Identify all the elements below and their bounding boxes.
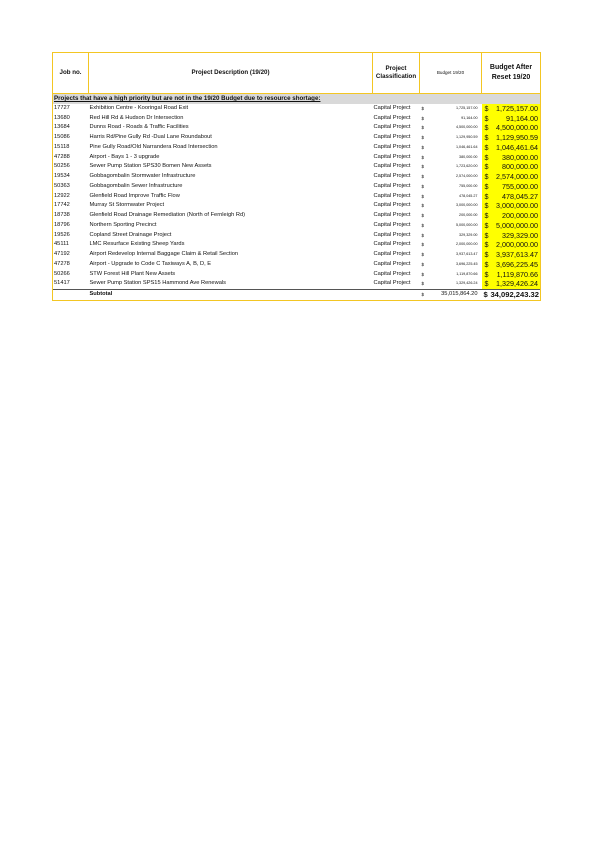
budget-table [52, 52, 541, 301]
job-number: 47278 [53, 260, 89, 270]
budget-after-value: 1,046,461.64 [496, 142, 538, 152]
budget-cell [420, 172, 482, 182]
currency-symbol: $ [421, 125, 425, 131]
project-description: Glenfield Road Drainage Remediation (North of Fernleigh Rd) [89, 212, 246, 218]
project-description: Murray St Stormwater Project [89, 202, 165, 209]
currency-symbol: $ [421, 242, 425, 248]
budget-after-cell [482, 221, 541, 231]
project-description: STW Forest Hill Plant New Assets [89, 270, 176, 277]
budget-after-value: 1,129,950.59 [496, 133, 538, 142]
job-number: 17727 [53, 104, 89, 114]
currency-symbol: $ [421, 144, 425, 150]
budget-cell [420, 104, 482, 114]
budget-cell [420, 114, 482, 124]
project-description: Northern Sporting Precinct [89, 221, 157, 228]
table-row [53, 143, 541, 153]
project-classification: Capital Project [373, 153, 411, 160]
budget-after-value: 2,574,000.00 [496, 172, 538, 181]
budget-cell [420, 240, 482, 250]
currency-symbol: $ [421, 115, 425, 121]
currency-symbol: $ [484, 240, 489, 250]
project-description: Red Hill Rd & Hudson Dr Intersection [89, 114, 184, 121]
project-classification: Capital Project [373, 163, 411, 170]
currency-symbol: $ [484, 250, 489, 259]
budget-after-value: 380,000.00 [502, 152, 538, 162]
project-description: Copland Street Drainage Project [89, 231, 172, 238]
budget-value: 1,329,426.24 [455, 281, 478, 286]
budget-after-value: 3,696,225.45 [496, 259, 538, 269]
table-row [53, 201, 541, 211]
budget-after-value: 800,000.00 [502, 162, 538, 172]
subtotal-spacer [53, 290, 89, 301]
header-classification: Project Classification [373, 53, 420, 94]
job-number: 19526 [53, 231, 89, 241]
header-row [53, 53, 541, 94]
table-row [53, 133, 541, 143]
budget-cell [420, 221, 482, 231]
budget-after-value: 478,045.27 [502, 191, 538, 201]
budget-after-cell [482, 250, 541, 260]
currency-symbol: $ [421, 213, 425, 218]
budget-after-value: 329,329.00 [502, 230, 538, 240]
table-row [53, 231, 541, 241]
project-description: Harris Rd/Pine Gully Rd -Dual Lane Roundabout [89, 134, 212, 140]
budget-value: 3,937,613.47 [455, 252, 478, 256]
budget-after-cell [482, 201, 541, 211]
budget-after-cell [482, 279, 541, 289]
budget-cell [420, 133, 482, 143]
project-classification: Capital Project [373, 202, 411, 209]
currency-symbol: $ [483, 290, 488, 299]
budget-value: 2,000,000.00 [455, 242, 478, 247]
job-number: 17742 [53, 201, 89, 211]
budget-after-value: 91,164.00 [506, 113, 538, 123]
currency-symbol: $ [421, 193, 425, 199]
job-number: 47288 [53, 153, 89, 163]
budget-after-cell [482, 123, 541, 133]
project-classification: Capital Project [373, 251, 411, 257]
job-number: 18738 [53, 211, 89, 221]
project-description: Airport Redevelop Internal Baggage Claim & Retail Section [89, 251, 239, 257]
job-number: 45111 [53, 240, 89, 250]
currency-symbol: $ [421, 252, 425, 257]
subtotal-label: Subtotal [89, 290, 373, 301]
table-row [53, 260, 541, 270]
subtotal-after-value: 34,092,243.32 [490, 290, 539, 299]
subtotal-budget-cell [420, 290, 482, 301]
budget-after-value: 4,500,000.00 [496, 123, 538, 133]
budget-sheet [52, 52, 540, 301]
budget-after-cell [482, 133, 541, 143]
table-row [53, 114, 541, 124]
project-classification: Capital Project [373, 270, 411, 277]
project-description: LMC Resurface Existing Sheep Yards [89, 241, 185, 248]
section-heading-row [53, 94, 541, 104]
budget-after-cell [482, 192, 541, 202]
table-row [53, 270, 541, 280]
budget-cell [420, 192, 482, 202]
job-number: 15118 [53, 143, 89, 153]
project-classification: Capital Project [373, 280, 411, 287]
currency-symbol: $ [421, 292, 425, 297]
budget-after-cell [482, 172, 541, 182]
currency-symbol: $ [484, 269, 489, 279]
project-classification: Capital Project [373, 182, 411, 189]
budget-after-cell [482, 153, 541, 163]
budget-after-cell [482, 182, 541, 192]
currency-symbol: $ [484, 201, 489, 211]
budget-cell [420, 279, 482, 289]
budget-cell [420, 231, 482, 241]
section-title: Projects that have a high priority but are not in the 19/20 Budget due to resource shortage: [53, 94, 541, 104]
subtotal-after-cell [482, 290, 541, 301]
currency-symbol: $ [421, 135, 425, 140]
job-number: 47192 [53, 250, 89, 260]
budget-value: 3,696,225.45 [455, 261, 478, 266]
budget-value: 2,574,000.00 [455, 174, 478, 178]
project-classification: Capital Project [373, 241, 411, 248]
budget-value: 755,000.00 [459, 183, 478, 188]
project-classification: Capital Project [373, 143, 411, 150]
header-description: Project Description (19/20) [89, 53, 373, 94]
budget-cell [420, 211, 482, 221]
currency-symbol: $ [421, 232, 425, 238]
table-row [53, 123, 541, 133]
budget-value: 1,119,870.66 [456, 271, 478, 276]
job-number: 50363 [53, 182, 89, 192]
budget-value: 380,000.00 [459, 154, 478, 159]
job-number: 15086 [53, 133, 89, 143]
currency-symbol: $ [421, 222, 425, 228]
table-row [53, 172, 541, 182]
project-description: Exhibition Centre - Kooringal Road Exit [89, 104, 189, 111]
subtotal-classification-spacer [373, 290, 420, 301]
subtotal-budget-value: 35,015,864.20 [441, 291, 478, 297]
project-classification: Capital Project [373, 231, 411, 238]
project-classification: Capital Project [373, 173, 411, 179]
budget-after-value: 755,000.00 [502, 181, 538, 191]
budget-after-value: 1,725,157.00 [496, 103, 538, 113]
subtotal-row [53, 290, 541, 301]
job-number: 19534 [53, 172, 89, 182]
currency-symbol: $ [421, 105, 425, 111]
budget-after-value: 3,000,000.00 [496, 201, 538, 211]
table-row [53, 250, 541, 260]
project-classification: Capital Project [373, 192, 411, 199]
budget-after-value: 1,329,426.24 [496, 279, 538, 289]
currency-symbol: $ [421, 164, 425, 170]
header-budget: Budget 19/20 [420, 53, 482, 94]
table-row [53, 182, 541, 192]
currency-symbol: $ [421, 183, 425, 189]
job-number: 18796 [53, 221, 89, 231]
currency-symbol: $ [484, 172, 489, 181]
budget-value: 1,129,950.59 [455, 135, 478, 139]
project-description: Glenfield Road Improve Traffic Flow [89, 192, 180, 199]
budget-after-cell [482, 270, 541, 280]
budget-after-cell [482, 104, 541, 114]
budget-value: 1,723,620.00 [455, 164, 478, 169]
project-classification: Capital Project [373, 260, 411, 267]
currency-symbol: $ [484, 230, 489, 240]
budget-cell [420, 250, 482, 260]
budget-cell [420, 201, 482, 211]
project-description: Gobbagombalin Sewer Infrastructure [89, 182, 183, 189]
project-classification: Capital Project [373, 212, 411, 218]
table-row [53, 192, 541, 202]
currency-symbol: $ [484, 191, 489, 201]
table-row [53, 162, 541, 172]
budget-after-cell [482, 240, 541, 250]
currency-symbol: $ [484, 181, 489, 191]
header-budget-after-reset: Budget After Reset 19/20 [482, 53, 541, 94]
budget-value: 478,045.27 [459, 193, 478, 198]
budget-after-cell [482, 260, 541, 270]
currency-symbol: $ [484, 211, 489, 220]
budget-value: 1,046,461.64 [455, 144, 478, 149]
currency-symbol: $ [484, 220, 489, 230]
currency-symbol: $ [421, 154, 425, 160]
currency-symbol: $ [484, 279, 489, 289]
header-job: Job no. [53, 53, 89, 94]
table-row [53, 211, 541, 221]
budget-after-cell [482, 143, 541, 153]
project-description: Airport - Upgrade to Code C Taxiways A, B, D, E [89, 260, 212, 267]
budget-cell [420, 143, 482, 153]
budget-value: 91,164.00 [461, 115, 478, 120]
job-number: 13684 [53, 123, 89, 133]
table-row [53, 104, 541, 114]
currency-symbol: $ [484, 103, 489, 113]
currency-symbol: $ [484, 123, 489, 133]
budget-after-cell [482, 162, 541, 172]
project-classification: Capital Project [373, 114, 411, 121]
project-description: Sewer Pump Station SPS30 Bomen New Assets [89, 163, 212, 170]
budget-after-value: 2,000,000.00 [496, 240, 538, 250]
budget-cell [420, 123, 482, 133]
budget-after-value: 1,119,870.66 [496, 269, 538, 279]
budget-cell [420, 182, 482, 192]
currency-symbol: $ [484, 259, 489, 269]
project-description: Dunns Road - Roads & Traffic Facilities [89, 124, 189, 131]
currency-symbol: $ [484, 113, 489, 123]
project-classification: Capital Project [373, 124, 411, 131]
budget-value: 329,329.00 [459, 232, 478, 237]
job-number: 50256 [53, 162, 89, 172]
project-classification: Capital Project [373, 134, 411, 140]
budget-value: 5,000,000.00 [455, 222, 478, 227]
project-description: Sewer Pump Station SPS15 Hammond Ave Renewals [89, 280, 226, 287]
budget-cell [420, 162, 482, 172]
currency-symbol: $ [421, 174, 425, 179]
job-number: 51417 [53, 279, 89, 289]
budget-after-value: 200,000.00 [502, 211, 538, 220]
project-classification: Capital Project [373, 104, 411, 111]
currency-symbol: $ [484, 133, 489, 142]
table-row [53, 240, 541, 250]
project-description: Gobbagombalin Stormwater Infrastructure [89, 173, 196, 179]
project-description: Airport - Bays 1 - 3 upgrade [89, 153, 160, 160]
budget-after-value: 3,937,613.47 [496, 250, 538, 259]
currency-symbol: $ [484, 142, 489, 152]
currency-symbol: $ [421, 261, 425, 267]
job-number: 13680 [53, 114, 89, 124]
job-number: 12922 [53, 192, 89, 202]
currency-symbol: $ [421, 203, 425, 209]
project-classification: Capital Project [373, 221, 411, 228]
budget-value: 1,725,157.00 [455, 105, 478, 110]
budget-cell [420, 270, 482, 280]
budget-after-value: 5,000,000.00 [496, 220, 538, 230]
budget-after-cell [482, 211, 541, 221]
budget-cell [420, 153, 482, 163]
project-description: Pine Gully Road/Old Narrandera Road Intersection [89, 143, 218, 150]
budget-cell [420, 260, 482, 270]
table-row [53, 221, 541, 231]
budget-value: 200,000.00 [459, 213, 478, 217]
job-number: 50266 [53, 270, 89, 280]
budget-value: 4,500,000.00 [455, 125, 478, 130]
currency-symbol: $ [421, 281, 425, 287]
currency-symbol: $ [484, 152, 489, 162]
budget-after-cell [482, 114, 541, 124]
currency-symbol: $ [484, 162, 489, 172]
budget-after-cell [482, 231, 541, 241]
currency-symbol: $ [421, 271, 425, 277]
table-row [53, 153, 541, 163]
table-row [53, 279, 541, 289]
budget-value: 3,000,000.00 [455, 203, 478, 208]
